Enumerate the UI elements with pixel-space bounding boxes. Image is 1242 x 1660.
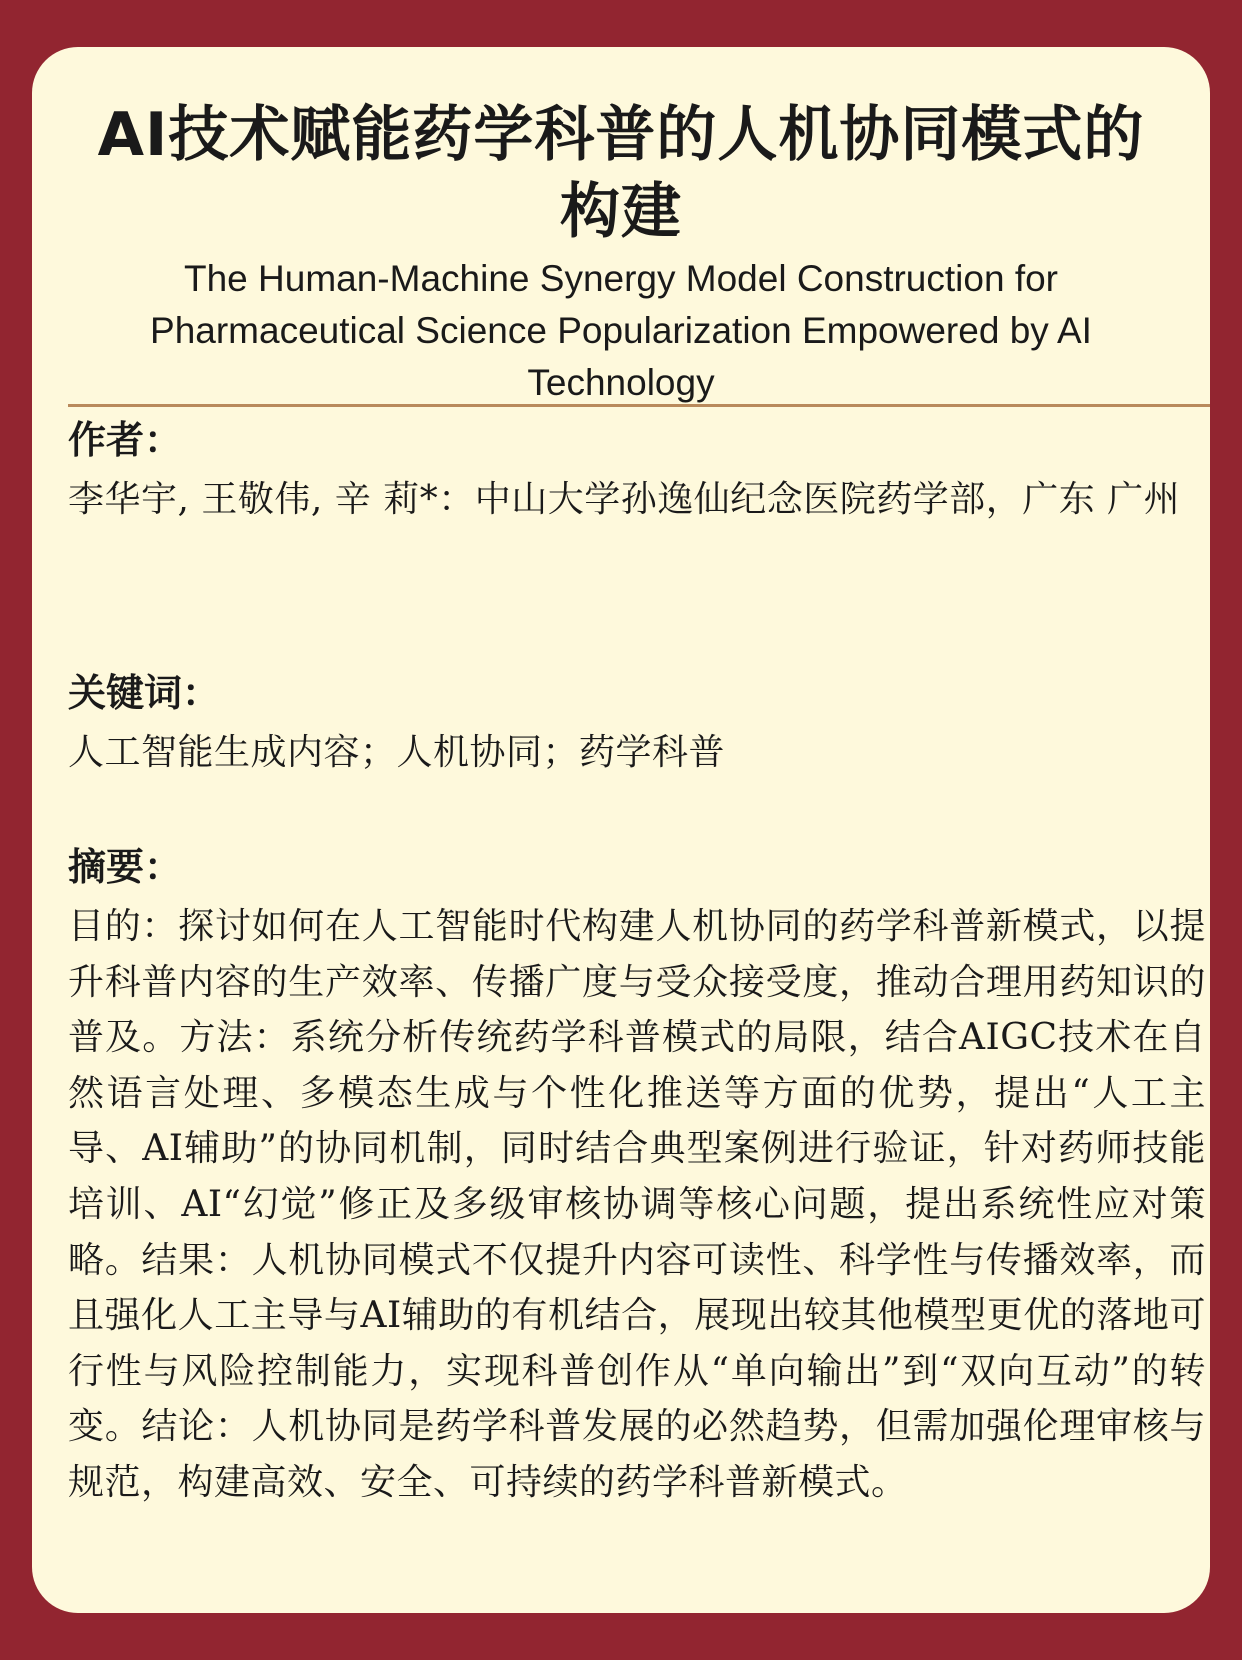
abstract-text: 目的：探讨如何在人工智能时代构建人机协同的药学科普新模式，以提升科普内容的生产效率、传播广度与受众接受度，推动合理用药知识的普及。方法：系统分析传统药学科普模式的局限，结合AIGC技术在自然语言处理、多模态生成与个性化推送等方面的优势，提出“人工主导、AI辅助”的协同机制，同时结合典型案例进行验证，针对药师技能培训、AI“幻觉”修正及多级审核协调等核心问题，提出系统性应对策略。结果：人机协同模式不仅提升内容可读性、科学性与传播效率，而且强化人工主导与AI辅助的有机结合，展现出较其他模型更优的落地可行性与风险控制能力，实现科普创作从“单向输出”到“双向互动”的转变。结论：人机协同是药学科普发展的必然趋势，但需加强伦理审核与规范，构建高效、安全、可持续的药学科普新模式。 [68, 906, 1206, 1503]
keywords-text: 人工智能生成内容；人机协同；药学科普 [68, 732, 726, 773]
title-divider [68, 404, 1210, 407]
abstract-card [32, 47, 1210, 1613]
authors-text: 李华宇, 王敬伟, 辛 莉*：中山大学孙逸仙纪念医院药学部，广东 广州 [68, 479, 1181, 520]
english-title: The Human-Machine Synergy Model Construction for Pharmaceutical Science Popularization Empowered by AI Technology [150, 258, 1092, 403]
chinese-title: AI技术赋能药学科普的人机协同模式的构建 [97, 100, 1145, 247]
abstract-heading: 摘要： [68, 845, 183, 889]
keywords-heading: 关键词： [68, 671, 221, 715]
authors-heading: 作者： [68, 418, 183, 462]
